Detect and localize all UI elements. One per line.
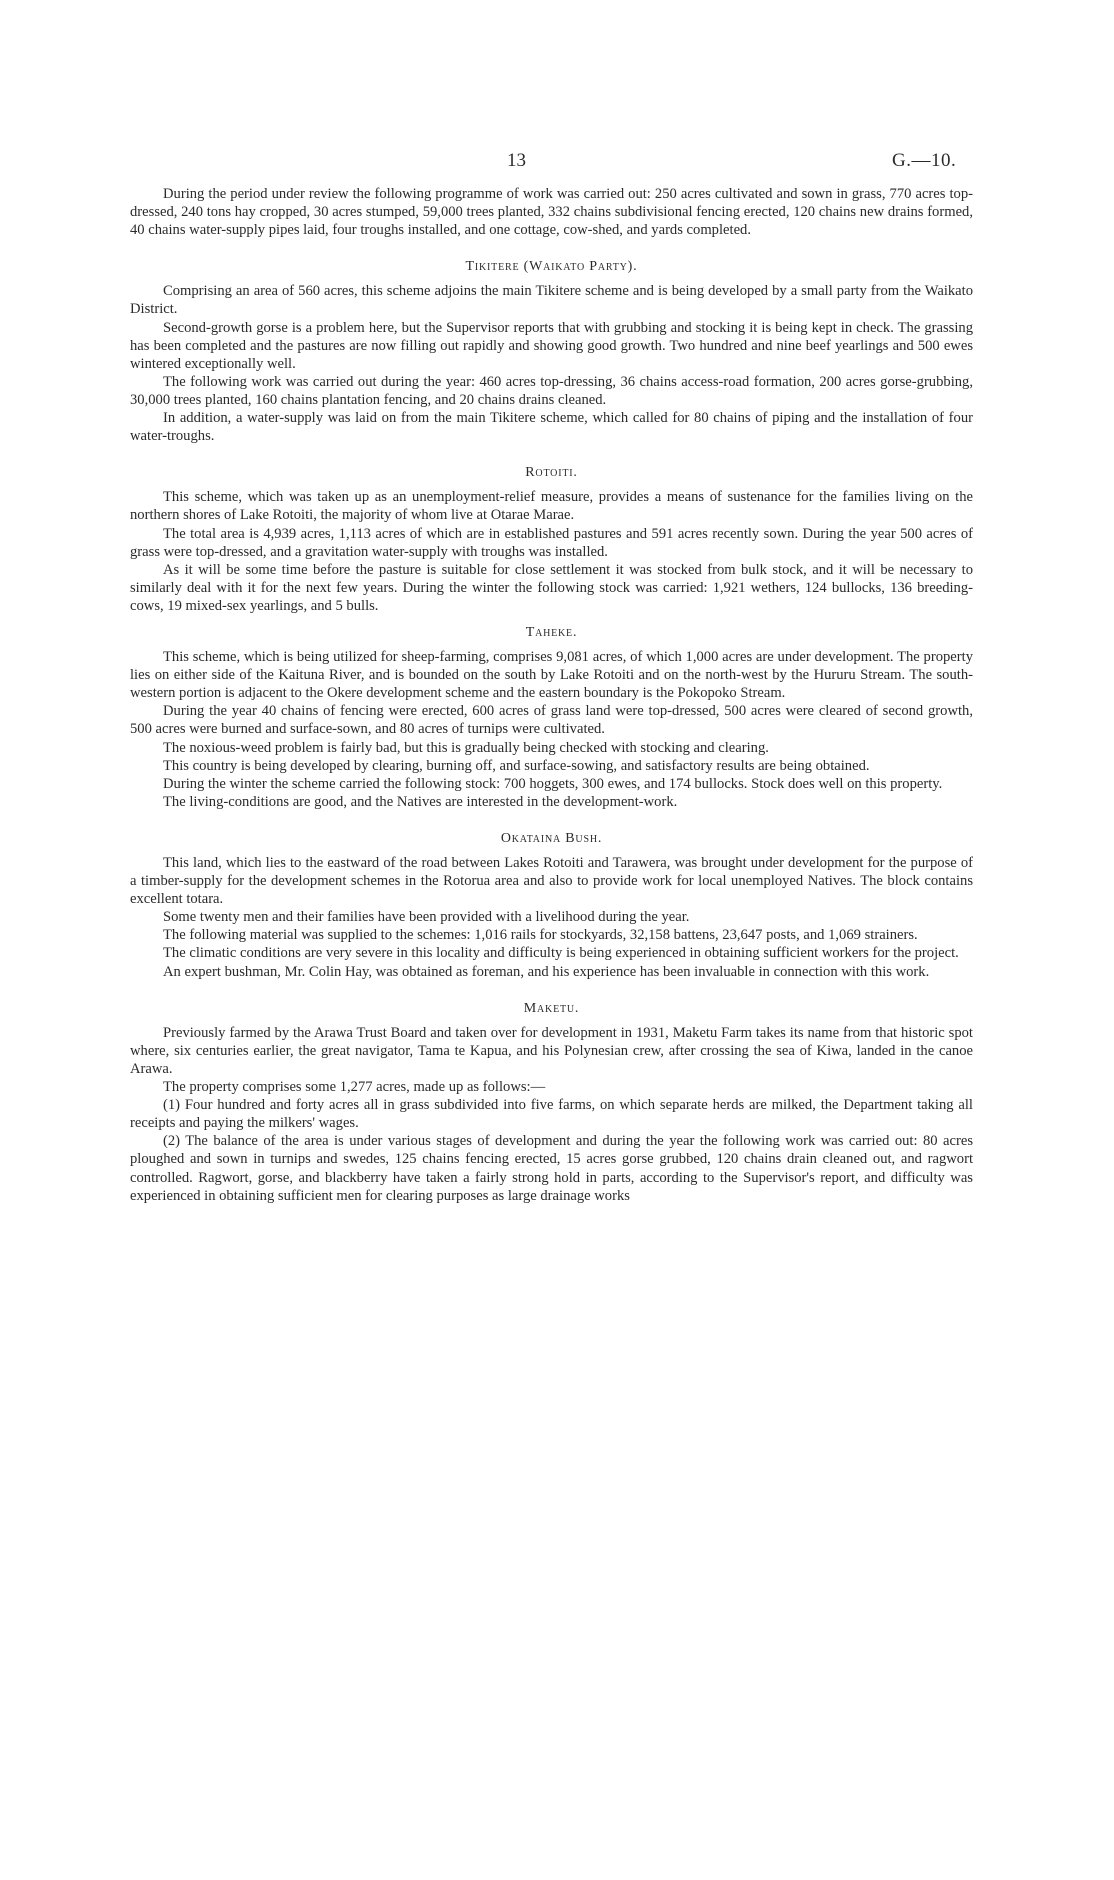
paragraph: This scheme, which was taken up as an unemployment-relief measure, provides a means of sustenance for the families living on the northern shores of Lake Rotoiti, the majority of whom live at Otarae Marae. — [130, 489, 973, 524]
document-code: G.—10. — [892, 150, 957, 171]
paragraph: The following work was carried out during the year: 460 acres top-dressing, 36 chains access-road formation, 200 acres gorse-grubbing, 30,000 trees planted, 160 chains plantation fencing, and 20 chains drains cleaned. — [130, 373, 973, 408]
page-number: 13 — [507, 150, 526, 171]
intro-paragraph: During the period under review the following programme of work was carried out: 250 acres cultivated and sown in grass, 770 acres top-dressed, 240 tons hay cropped, 30 acres stumped, 59,000 trees planted, 332 chains subdivisional fencing erected, 120 chains new drains formed, 40 chains water-supply pipes laid, four troughs installed, and one cottage, cow-shed, and yards completed. — [130, 186, 973, 239]
page-header — [0, 150, 1114, 176]
section-heading-rotoiti: Rotoiti. — [525, 465, 578, 481]
paragraph: During the year 40 chains of fencing were erected, 600 acres of grass land were top-dressed, 500 acres were cleared of second growth, 500 acres were burned and surface-sown, and 80 acres of turnips were cultivated. — [130, 703, 973, 738]
paragraph: Second-growth gorse is a problem here, but the Supervisor reports that with grubbing and stocking it is being kept in check. The grassing has been completed and the pastures are now filling out rapidly and showing good growth. Two hundred and nine beef yearlings and 500 ewes wintered exceptionally well. — [130, 319, 973, 372]
paragraph: The climatic conditions are very severe in this locality and difficulty is being experienced in obtaining sufficient workers for the project. — [163, 945, 959, 962]
section-heading-taheke: Taheke. — [525, 624, 578, 640]
section-heading-okataina-bush: Okataina Bush. — [500, 830, 603, 846]
paragraph: The living-conditions are good, and the Natives are interested in the development-work. — [163, 793, 678, 810]
paragraph: In addition, a water-supply was laid on from the main Tikitere scheme, which called for 80 chains of piping and the installation of four water-troughs. — [130, 410, 973, 445]
paragraph: The noxious-weed problem is fairly bad, but this is gradually being checked with stocking and clearing. — [163, 739, 769, 756]
paragraph: The total area is 4,939 acres, 1,113 acres of which are in established pastures and 591 acres recently sown. During the year 500 acres of grass were top-dressed, and a gravitation water-supply with troughs was installed. — [130, 525, 973, 560]
paragraph: (1) Four hundred and forty acres all in grass subdivided into five farms, on which separate herds are milked, the Department taking all receipts and paying the milkers' wages. — [130, 1097, 973, 1132]
paragraph: The following material was supplied to the schemes: 1,016 rails for stockyards, 32,158 battens, 23,647 posts, and 1,069 strainers. — [163, 927, 918, 944]
paragraph: During the winter the scheme carried the following stock: 700 hoggets, 300 ewes, and 174 bullocks. Stock does well on this property. — [163, 775, 943, 792]
section-heading-maketu: Maketu. — [523, 1000, 580, 1016]
paragraph: This scheme, which is being utilized for sheep-farming, comprises 9,081 acres, of which 1,000 acres are under development. The property lies on either side of the Kaituna River, and is bounded on the south by Lake Rotoiti and on the north-west by the Hururu Stream. The south-western portion is adjacent to the Okere development scheme and the eastern boundary is the Pokopoko Stream. — [130, 649, 973, 702]
paragraph: An expert bushman, Mr. Colin Hay, was obtained as foreman, and his experience has been invaluable in connection with this work. — [163, 963, 930, 980]
section-heading-tikitere: Tikitere (Waikato Party). — [465, 259, 638, 275]
paragraph: The property comprises some 1,277 acres, made up as follows:— — [163, 1079, 546, 1096]
paragraph: This land, which lies to the eastward of the road between Lakes Rotoiti and Tarawera, was brought under development for the purpose of a timber-supply for the development schemes in the Rotorua area and also to provide work for local unemployed Natives. The block contains excellent totara. — [130, 855, 973, 908]
paragraph: As it will be some time before the pasture is suitable for close settlement it was stocked from bulk stock, and it will be necessary to similarly deal with it for the next few years. During the winter the following stock was carried: 1,921 wethers, 124 bullocks, 136 breeding-cows, 19 mixed-sex yearlings, and 5 bulls. — [130, 561, 973, 614]
paragraph: This country is being developed by clearing, burning off, and surface-sowing, and satisfactory results are being obtained. — [163, 757, 870, 774]
paragraph: Comprising an area of 560 acres, this scheme adjoins the main Tikitere scheme and is being developed by a small party from the Waikato District. — [130, 283, 973, 318]
paragraph: Previously farmed by the Arawa Trust Board and taken over for development in 1931, Maketu Farm takes its name from that historic spot where, six centuries earlier, the great navigator, Tama te Kapua, and his Polynesian crew, after crossing the sea of Kiwa, landed in the canoe Arawa. — [130, 1024, 973, 1077]
document-body — [130, 185, 973, 1205]
paragraph: (2) The balance of the area is under various stages of development and during the year the following work was carried out: 80 acres ploughed and sown in turnips and swedes, 125 chains fencing erected, 15 acres gorse grubbed, 120 chains drain cleaned out, and ragwort controlled. Ragwort, gorse, and blackberry have taken a fairly strong hold in parts, according to the Supervisor's report, and difficulty was experienced in obtaining sufficient men for clearing purposes as large drainage works — [130, 1133, 973, 1204]
paragraph: Some twenty men and their families have been provided with a livelihood during the year. — [163, 909, 690, 926]
